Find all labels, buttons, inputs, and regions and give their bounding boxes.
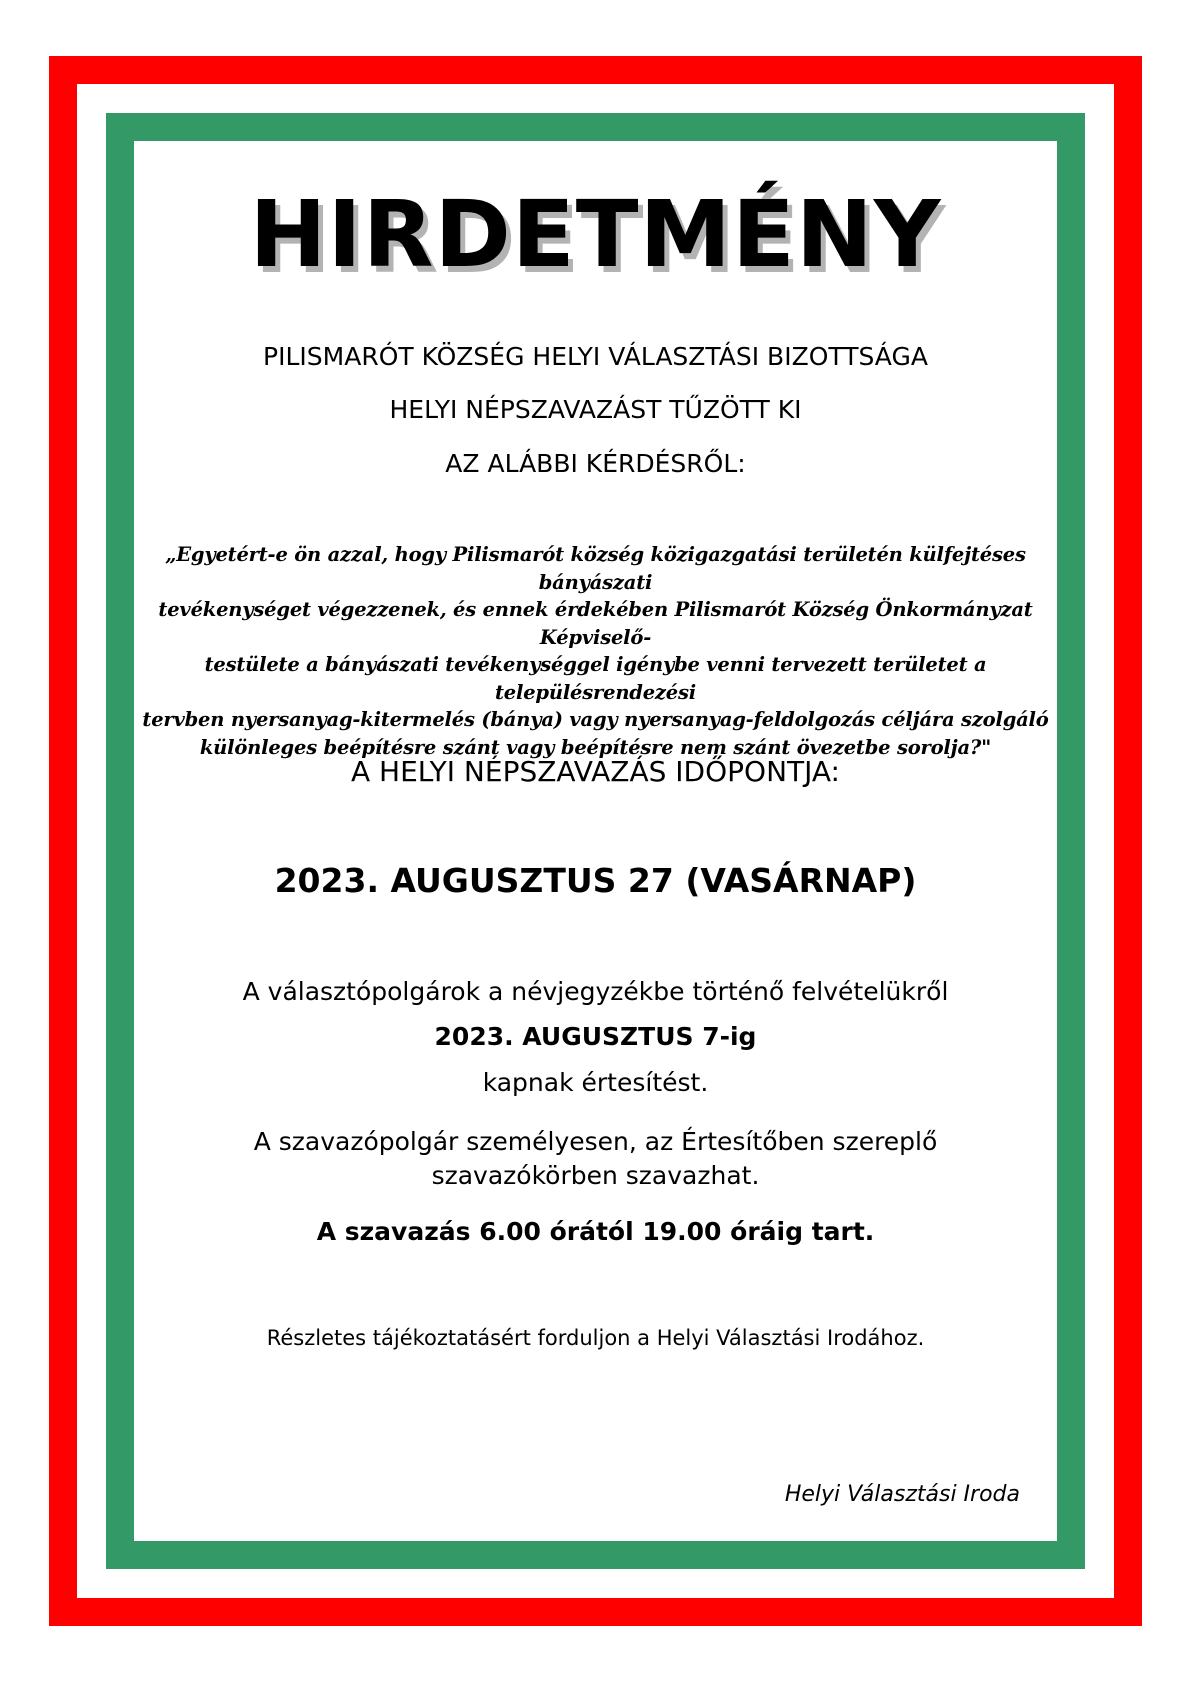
committee-line: PILISMARÓT KÖZSÉG HELYI VÁLASZTÁSI BIZOTTSÁGA	[263, 342, 928, 371]
signature: Helyi Választási Iroda	[784, 1482, 1020, 1507]
question-line: testülete a bányászati tevékenységgel igénybe venni tervezett területet a településrendezési	[204, 653, 987, 704]
notice-content	[134, 141, 1057, 1541]
referendum-date: 2023. AUGUSZTUS 27 (VASÁRNAP)	[274, 861, 917, 900]
voting-line-1: A szavazópolgár személyesen, az Értesítőben szereplő	[253, 1127, 938, 1156]
notification-line-2: kapnak értesítést.	[482, 1068, 709, 1097]
question-line: különleges beépítésre szánt vagy beépítésre nem szánt övezetbe sorolja?"	[199, 735, 992, 759]
notification-line-1: A választópolgárok a névjegyzékbe történő felvételükről	[242, 977, 949, 1006]
voting-line-2: szavazókörben szavazhat.	[431, 1161, 760, 1190]
info-line: Részletes tájékoztatásért forduljon a Helyi Választási Irodához.	[266, 1326, 925, 1350]
voting-hours: A szavazás 6.00 órától 19.00 óráig tart.	[316, 1217, 875, 1246]
question-line: tervben nyersanyag-kitermelés (bánya) vagy nyersanyag-feldolgozás céljára szolgáló	[142, 708, 1049, 731]
notice-title: HIRDETMÉNY	[249, 181, 942, 288]
referendum-question	[140, 541, 1051, 761]
announced-line: HELYI NÉPSZAVAZÁST TŰZÖTT KI	[389, 395, 802, 424]
notification-deadline: 2023. AUGUSZTUS 7-ig	[434, 1022, 757, 1051]
question-line: „Egyetért-e ön azzal, hogy Pilismarót község közigazgatási területén külfejtéses bányászati	[165, 543, 1026, 594]
date-label: A HELYI NÉPSZAVAZÁS IDŐPONTJA:	[350, 755, 840, 788]
question-intro: AZ ALÁBBI KÉRDÉSRŐL:	[445, 449, 746, 478]
question-line: tevékenységet végezzenek, és ennek érdekében Pilismarót Község Önkormányzat Képviselő-	[158, 598, 1033, 649]
